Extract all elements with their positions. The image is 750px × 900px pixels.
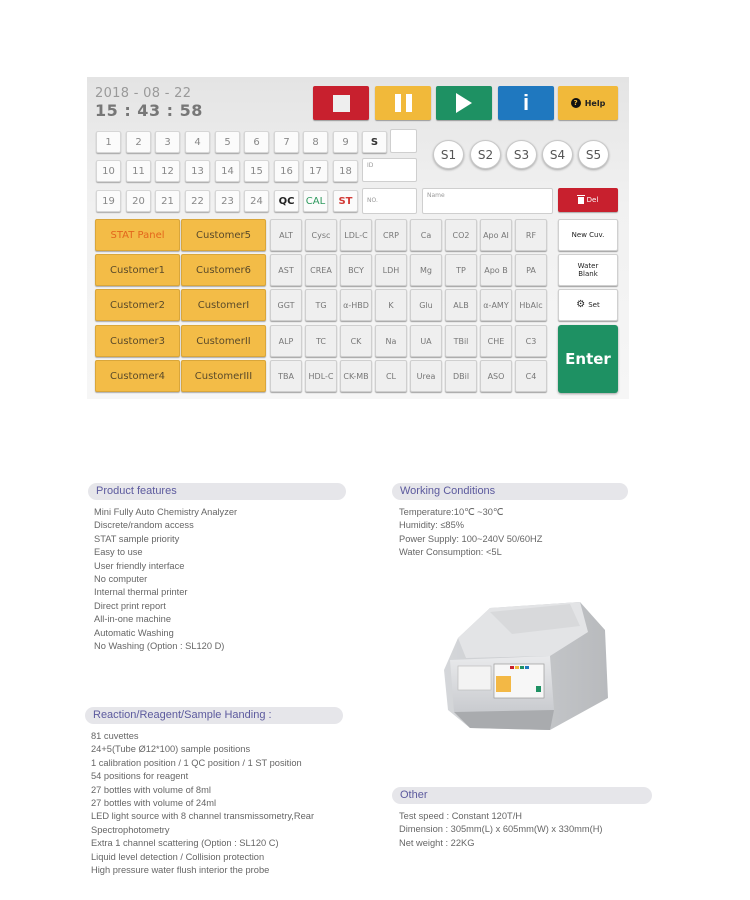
- other-heading: Other: [392, 787, 652, 804]
- water-blank-label-1: Water: [577, 261, 599, 270]
- help-button[interactable]: [558, 86, 618, 120]
- test-item-button[interactable]: CK-MB: [340, 360, 372, 392]
- product-features-list: [94, 506, 237, 653]
- position-button[interactable]: 9: [333, 131, 358, 153]
- position-button[interactable]: 8: [303, 131, 328, 153]
- test-item-button[interactable]: CL: [375, 360, 407, 392]
- list-item: 54 positions for reagent: [91, 771, 189, 782]
- id-field[interactable]: ID: [362, 158, 417, 182]
- position-button[interactable]: 14: [215, 160, 240, 182]
- position-button[interactable]: 5: [215, 131, 240, 153]
- test-item-button[interactable]: Urea: [410, 360, 442, 392]
- position-button[interactable]: 4: [185, 131, 210, 153]
- test-item-button[interactable]: α-HBD: [340, 289, 372, 321]
- cal-position-button[interactable]: CAL: [303, 190, 328, 212]
- stop-button[interactable]: [313, 86, 369, 120]
- delete-button[interactable]: [558, 188, 618, 212]
- other-list: [399, 810, 603, 850]
- list-item: No computer: [94, 574, 148, 585]
- position-button[interactable]: 23: [215, 190, 240, 212]
- stop-icon: [333, 95, 350, 112]
- sample-s1-button[interactable]: S1: [433, 140, 464, 169]
- position-button[interactable]: 11: [126, 160, 151, 182]
- sample-s2-button[interactable]: S2: [470, 140, 501, 169]
- st-position-button[interactable]: ST: [333, 190, 358, 212]
- list-item: Automatic Washing: [94, 627, 174, 638]
- position-button[interactable]: 16: [274, 160, 299, 182]
- test-item-button[interactable]: CRP: [375, 219, 407, 251]
- position-button[interactable]: 21: [155, 190, 180, 212]
- info-icon: i: [522, 90, 530, 115]
- test-item-button[interactable]: DBil: [445, 360, 477, 392]
- test-item-button[interactable]: TC: [305, 325, 337, 357]
- test-item-button[interactable]: PA: [515, 254, 547, 286]
- list-item: 27 bottles with volume of 8ml: [91, 784, 211, 795]
- list-item: Dimension : 305mm(L) x 605mm(W) x 330mm(H): [399, 824, 603, 835]
- list-item: LED light source with 8 channel transmissometry,Rear: [91, 811, 315, 822]
- panel-button[interactable]: CustomerII: [181, 325, 266, 357]
- position-button[interactable]: 6: [244, 131, 269, 153]
- list-item: Humidity: ≤85%: [399, 520, 465, 531]
- test-item-button[interactable]: ALP: [270, 325, 302, 357]
- test-item-button[interactable]: Glu: [410, 289, 442, 321]
- test-item-button[interactable]: LDL-C: [340, 219, 372, 251]
- list-item: Extra 1 channel scattering (Option : SL120 C): [91, 838, 279, 849]
- test-item-button[interactable]: Na: [375, 325, 407, 357]
- test-item-button[interactable]: CHE: [480, 325, 512, 357]
- list-item: User friendly interface: [94, 560, 185, 571]
- list-item: Liquid level detection / Collision protection: [91, 851, 265, 862]
- position-button[interactable]: 2: [126, 131, 151, 153]
- test-item-button[interactable]: GGT: [270, 289, 302, 321]
- position-button[interactable]: 3: [155, 131, 180, 153]
- position-button[interactable]: 19: [96, 190, 121, 212]
- new-cuvette-button[interactable]: New Cuv.: [558, 219, 618, 251]
- list-item: Discrete/random access: [94, 520, 194, 531]
- position-button[interactable]: 7: [274, 131, 299, 153]
- test-item-button[interactable]: Ca: [410, 219, 442, 251]
- analyzer-screen: [87, 77, 629, 399]
- list-item: Easy to use: [94, 547, 143, 558]
- pause-button[interactable]: [375, 86, 431, 120]
- reaction-heading: Reaction/Reagent/Sample Handing :: [85, 707, 343, 724]
- list-item: High pressure water flush interior the probe: [91, 865, 270, 876]
- test-item-button[interactable]: CREA: [305, 254, 337, 286]
- test-item-button[interactable]: C3: [515, 325, 547, 357]
- delete-label: Del: [586, 196, 599, 204]
- working-conditions-heading: Working Conditions: [392, 483, 628, 500]
- list-item: 27 bottles with volume of 24ml: [91, 798, 217, 809]
- position-s-button[interactable]: S: [362, 131, 387, 153]
- date-display: 2018 - 08 - 22: [95, 86, 192, 101]
- position-button[interactable]: 10: [96, 160, 121, 182]
- list-item: Mini Fully Auto Chemistry Analyzer: [94, 507, 238, 517]
- test-item-button[interactable]: Apo AI: [480, 219, 512, 251]
- list-item: STAT sample priority: [94, 533, 180, 544]
- s-value-field[interactable]: [390, 129, 417, 153]
- list-item: Temperature:10℃ ~30℃: [399, 507, 504, 517]
- list-item: Test speed : Constant 120T/H: [399, 811, 522, 821]
- settings-button[interactable]: [558, 289, 618, 321]
- list-item: Net weight : 22KG: [399, 837, 475, 848]
- test-item-button[interactable]: TBil: [445, 325, 477, 357]
- panel-button[interactable]: Customer1: [95, 254, 180, 286]
- qc-position-button[interactable]: QC: [274, 190, 299, 212]
- list-item: Power Supply: 100~240V 50/60HZ: [399, 533, 543, 544]
- panel-button[interactable]: Customer2: [95, 289, 180, 321]
- info-button[interactable]: [498, 86, 554, 120]
- test-item-button[interactable]: RF: [515, 219, 547, 251]
- test-item-button[interactable]: ALB: [445, 289, 477, 321]
- panel-button[interactable]: Customer6: [181, 254, 266, 286]
- panel-button[interactable]: Customer3: [95, 325, 180, 357]
- help-icon: ?: [571, 98, 581, 108]
- sample-s3-button[interactable]: S3: [506, 140, 537, 169]
- time-display: 15 : 43 : 58: [95, 101, 203, 120]
- position-button[interactable]: 18: [333, 160, 358, 182]
- list-item: No Washing (Option : SL120 D): [94, 641, 225, 652]
- test-item-button[interactable]: ASO: [480, 360, 512, 392]
- list-item: All-in-one machine: [94, 614, 171, 625]
- test-item-button[interactable]: Apo B: [480, 254, 512, 286]
- reaction-list: [91, 730, 314, 877]
- analyzer-device-image: [430, 590, 615, 735]
- position-button[interactable]: 12: [155, 160, 180, 182]
- trash-icon: [578, 197, 584, 204]
- enter-button[interactable]: Enter: [558, 325, 618, 393]
- play-icon: [456, 93, 472, 113]
- test-item-button[interactable]: TG: [305, 289, 337, 321]
- test-item-button[interactable]: TP: [445, 254, 477, 286]
- position-button[interactable]: 24: [244, 190, 269, 212]
- test-item-button[interactable]: LDH: [375, 254, 407, 286]
- panel-button[interactable]: Customer5: [181, 219, 266, 251]
- help-label: Help: [584, 98, 606, 108]
- stat-panel-button[interactable]: STAT Panel: [95, 219, 180, 251]
- no-field[interactable]: NO.: [362, 188, 417, 214]
- position-button[interactable]: 13: [185, 160, 210, 182]
- test-item-button[interactable]: Mg: [410, 254, 442, 286]
- gear-icon: ⚙: [576, 299, 586, 311]
- water-blank-button[interactable]: [558, 254, 618, 286]
- test-item-button[interactable]: CO2: [445, 219, 477, 251]
- sample-s4-button[interactable]: S4: [542, 140, 573, 169]
- test-item-button[interactable]: BCY: [340, 254, 372, 286]
- panel-button[interactable]: CustomerI: [181, 289, 266, 321]
- list-item: Water Consumption: <5L: [399, 547, 502, 558]
- test-item-button[interactable]: AST: [270, 254, 302, 286]
- test-item-button[interactable]: C4: [515, 360, 547, 392]
- test-item-button[interactable]: Cysc: [305, 219, 337, 251]
- position-button[interactable]: 22: [185, 190, 210, 212]
- product-features-heading: Product features: [88, 483, 346, 500]
- list-item: 81 cuvettes: [91, 731, 139, 741]
- list-item: Direct print report: [94, 600, 166, 611]
- start-button[interactable]: [436, 86, 492, 120]
- name-field[interactable]: Name: [422, 188, 553, 214]
- list-item: 1 calibration position / 1 QC position / 1 ST position: [91, 757, 302, 768]
- sample-s5-button[interactable]: S5: [578, 140, 609, 169]
- position-button[interactable]: 15: [244, 160, 269, 182]
- test-item-button[interactable]: K: [375, 289, 407, 321]
- test-item-button[interactable]: UA: [410, 325, 442, 357]
- settings-label: Set: [588, 300, 600, 309]
- pause-icon: [395, 94, 412, 112]
- position-button[interactable]: 17: [303, 160, 328, 182]
- working-conditions-list: [399, 506, 542, 560]
- panel-button[interactable]: Customer4: [95, 360, 180, 392]
- position-button[interactable]: 20: [126, 190, 151, 212]
- list-item: 24+5(Tube Ø12*100) sample positions: [91, 744, 251, 755]
- test-item-button[interactable]: α-AMY: [480, 289, 512, 321]
- panel-button[interactable]: CustomerIII: [181, 360, 266, 392]
- test-item-button[interactable]: HDL-C: [305, 360, 337, 392]
- test-item-button[interactable]: HbAlc: [515, 289, 547, 321]
- list-item: Internal thermal printer: [94, 587, 188, 598]
- test-item-button[interactable]: TBA: [270, 360, 302, 392]
- position-button[interactable]: 1: [96, 131, 121, 153]
- test-item-button[interactable]: CK: [340, 325, 372, 357]
- list-item: Spectrophotometry: [91, 824, 170, 835]
- test-item-button[interactable]: ALT: [270, 219, 302, 251]
- water-blank-label-2: Blank: [578, 270, 598, 278]
